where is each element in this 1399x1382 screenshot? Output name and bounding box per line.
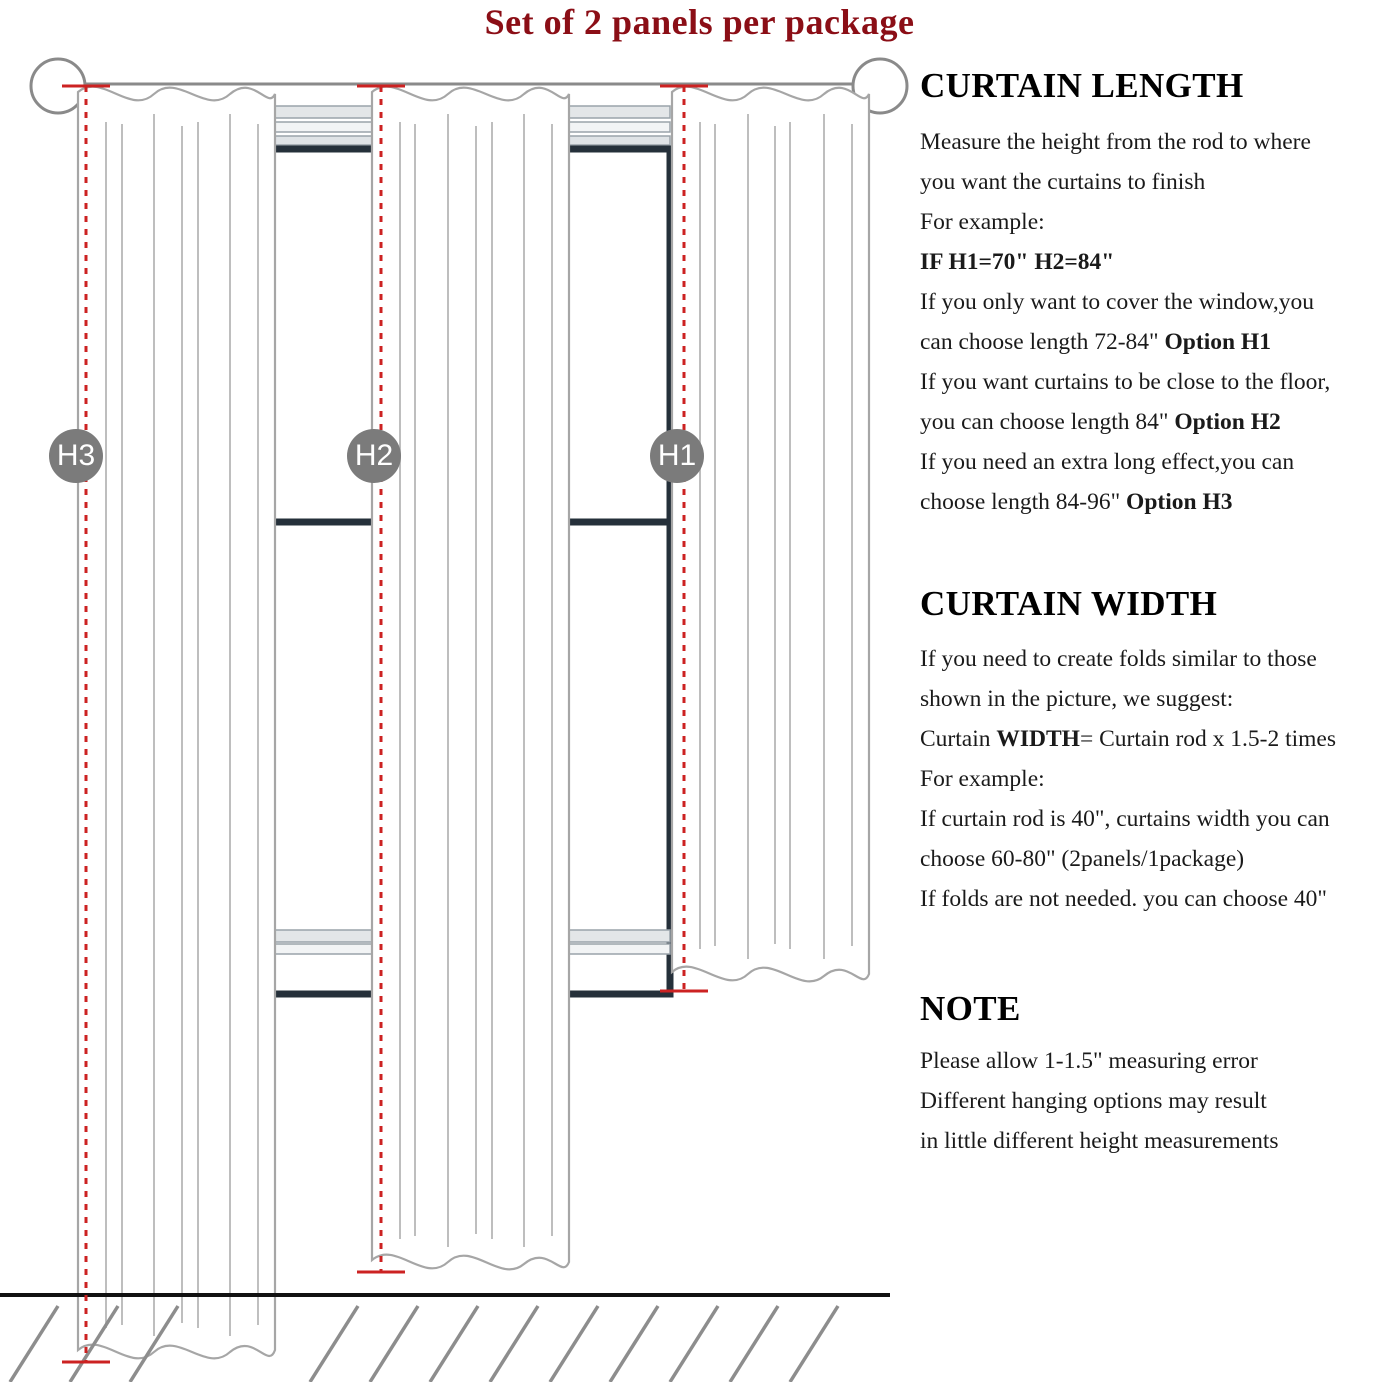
text-line: If you want curtains to be close to the floor, (920, 369, 1331, 396)
text-line: shown in the picture, we suggest: (920, 685, 1234, 712)
text-line: If you need an extra long effect,you can (920, 449, 1295, 476)
text-line: For example: (920, 209, 1045, 236)
option-h3-label: Option H3 (1126, 489, 1233, 516)
marker-h1: H1 (650, 429, 704, 483)
text-line: Different hanging options may result (920, 1087, 1267, 1114)
text-line-bold (920, 242, 1395, 282)
text-line: For example: (920, 765, 1045, 792)
section-curtain-width (920, 584, 1395, 918)
text-line: you can choose length 84" Option H2 (920, 409, 1281, 436)
text-line: If you need to create folds similar to those (920, 645, 1317, 672)
curtain-width-heading: CURTAIN WIDTH (920, 584, 1218, 624)
text-line: choose 60-80" (2panels/1package) (920, 845, 1245, 872)
curtain-panel-h2 (372, 87, 569, 1270)
curtain-panel-h3 (78, 87, 275, 1359)
text-line: Measure the height from the rod to where (920, 129, 1311, 156)
marker-h2: H2 (347, 429, 401, 483)
page-title: Set of 2 panels per package (484, 2, 915, 42)
text-line: choose length 84-96" Option H3 (920, 489, 1233, 516)
option-h1-label: Option H1 (1164, 329, 1271, 356)
text-line: in little different height measurements (920, 1127, 1279, 1154)
section-note (920, 989, 1395, 1161)
text-line: If folds are not needed. you can choose 40" (920, 885, 1327, 912)
note-heading: NOTE (920, 988, 1021, 1028)
text-line: can choose length 72-84" Option H1 (920, 329, 1271, 356)
text-line: If curtain rod is 40", curtains width you can (920, 805, 1330, 832)
curtain-width-body (920, 639, 1395, 919)
width-keyword: WIDTH (996, 725, 1080, 752)
curtain-panel-h1 (672, 87, 869, 982)
option-h2-label: Option H2 (1174, 409, 1281, 436)
text-line: If you only want to cover the window,you (920, 289, 1314, 316)
example-heights: IF H1=70" H2=84" (920, 249, 1115, 276)
curtain-diagram (0, 44, 915, 1382)
curtain-length-body (920, 122, 1395, 522)
text-line: you want the curtains to finish (920, 169, 1206, 196)
text-line: Please allow 1-1.5" measuring error (920, 1047, 1258, 1074)
note-body (920, 1041, 1395, 1161)
curtain-length-heading: CURTAIN LENGTH (920, 66, 1244, 105)
marker-h3: H3 (49, 429, 103, 483)
text-line: Curtain WIDTH= Curtain rod x 1.5-2 times (920, 725, 1337, 752)
section-curtain-length (920, 66, 1395, 522)
instructions-column (920, 64, 1395, 1161)
